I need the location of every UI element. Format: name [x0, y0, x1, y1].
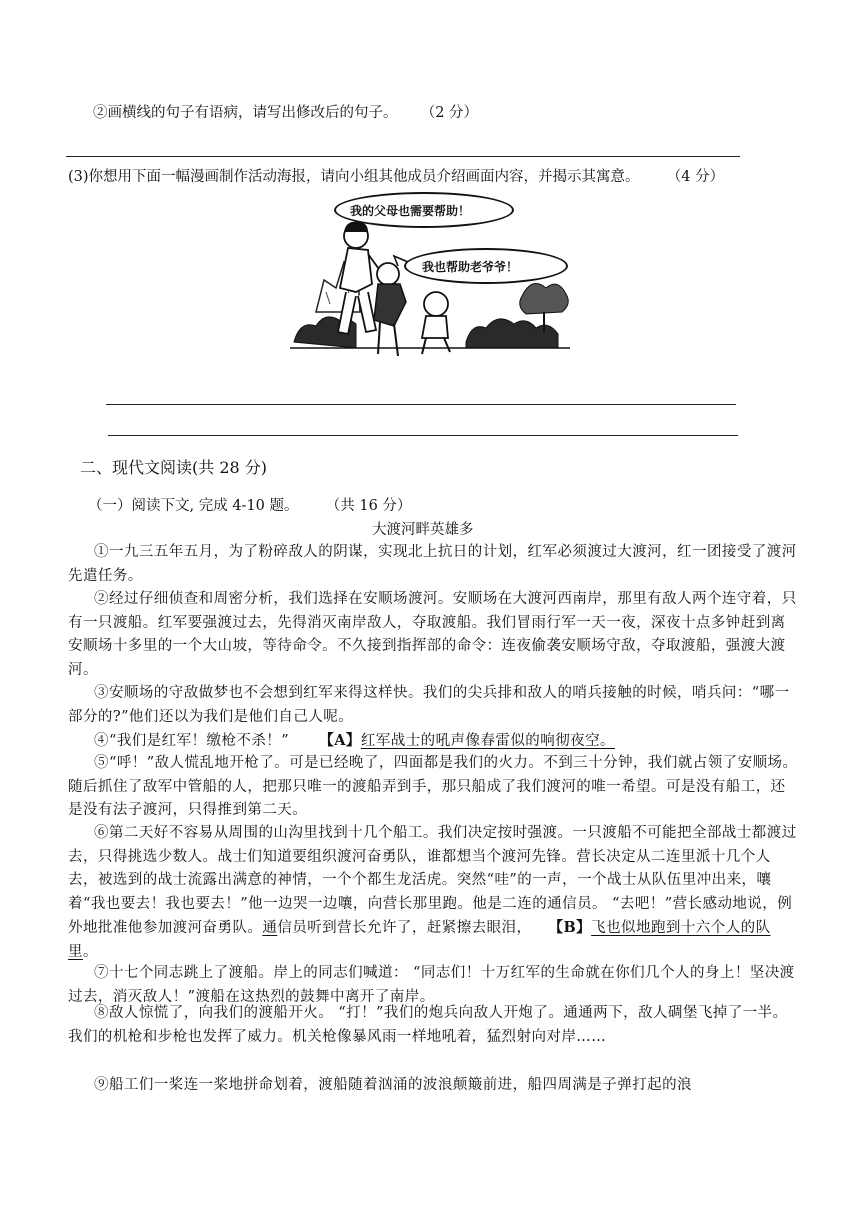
marker-a: 【A】 — [319, 732, 361, 749]
question-2-text: ②画横线的句子有语病，请写出修改后的句子。 — [93, 105, 398, 121]
speech-bubble-child-text: 我也帮助老爷爷！ — [422, 260, 519, 274]
paragraph-8-text: ⑧敌人惊慌了，向我们的渡船开火。 “打！”我们的炮兵向敌人开炮了。通通两下，敌人碉堡飞掉了一半。我们的机枪和步枪也发挥了威力。机关枪像暴风雨一样地吼着，猛烈射向对岸…… — [68, 1005, 788, 1045]
question-3-text: (3)你想用下面一幅漫画制作活动海报，请向小组其他成员介绍画面内容，并揭示其寓意。 — [68, 169, 640, 185]
paragraph-6-end: 。 — [82, 943, 98, 960]
paragraph-6-text: ⑥第二天好不容易从周围的山沟里找到十几个船工。我们决定按时强渡。一只渡船不可能把全部战士都渡过去，只得挑选少数人。战士们知道要组织渡河奋勇队，谁都想当个渡河先锋。营长决定从二连里派十几个人去，被选到的战士流露出满意的神情，一个个都生龙活虎。突然“哇”的一声，一个战士从队伍里冲出来，嚷着“我也要去！我也要去！”他一边哭一边嚷，向营长那里跑。他是二连的通信员。 “去吧！”营长感动地说，例外地批准他参加渡河奋勇队。 — [68, 825, 797, 936]
paragraph-5-text: ⑤“呼！”敌人慌乱地开枪了。可是已经晚了，四面都是我们的火力。不到三十分钟，我们就占领了安顺场。随后抓住了敌军中管船的人，把那只唯一的渡船弄到手，那只船成了我们渡河的唯一希望。可是没有船工，还是没有法子渡河，只得推到第二天。 — [68, 755, 798, 818]
paragraph-2-text: ②经过仔细侦查和周密分析，我们选择在安顺场渡河。安顺场在大渡河西南岸，那里有敌人两个连守着，只有一只渡船。红军要强渡过去，先得消灭南岸敌人，夺取渡船。我们冒雨行军一天一夜，深夜十点多钟赶到离安顺场十多里的一个大山坡，等待命令。不久接到指挥部的命令：连夜偷袭安顺场守敌，夺取渡船，强渡大渡河。 — [68, 591, 797, 678]
question-3-score: （4 分） — [666, 169, 725, 185]
cartoon — [286, 192, 578, 372]
paragraph-6-text-b: 信员听到营长允许了，赶紧擦去眼泪， — [277, 920, 532, 936]
paragraph-2 — [68, 588, 798, 682]
answer-line — [106, 404, 736, 405]
speech-bubble-father-text: 我的父母也需要帮助！ — [350, 204, 471, 218]
paragraph-5 — [68, 752, 798, 823]
paragraph-6 — [68, 822, 798, 964]
section-title: 二、现代文阅读(共 28 分) — [80, 458, 268, 477]
paragraph-4-quote: ④“我们是红军！缴枪不杀！” — [94, 733, 290, 749]
paragraph-4 — [68, 729, 798, 754]
sub-instruction-text: （一）阅读下文, 完成 4-10 题。 — [88, 498, 299, 514]
paragraph-9-text: ⑨船工们一桨连一桨地拼命划着，渡船随着汹涌的波浪颠簸前进，船四周满是子弹打起的浪 — [94, 1077, 692, 1093]
speech-bubble-child — [404, 248, 568, 284]
underlined-sentence-a: 红军战士的吼声像春雷似的响彻夜空。 — [360, 733, 616, 749]
answer-line — [66, 156, 740, 157]
question-2-score: （2 分） — [420, 105, 479, 121]
paragraph-1-text: ①一九三五年五月，为了粉碎敌人的阴谋，实现北上抗日的计划，红军必须渡过大渡河，红一团接受了渡河先遣任务。 — [68, 544, 797, 584]
paragraph-3-text: ③安顺场的守敌做梦也不会想到红军来得这样快。我们的尖兵排和敌人的哨兵接触的时候，哨兵问：“哪一部分的?”他们还以为我们是他们自己人呢。 — [68, 685, 790, 725]
paragraph-1 — [68, 541, 798, 588]
answer-line — [108, 435, 738, 436]
paragraph-8 — [68, 1002, 798, 1049]
paragraph-3 — [68, 682, 798, 729]
sub-instruction — [88, 494, 411, 515]
article-title: 大渡河畔英雄多 — [372, 522, 474, 538]
question-3 — [68, 165, 724, 186]
underlined-char: 通 — [262, 920, 278, 936]
paragraph-9 — [68, 1074, 798, 1098]
marker-b: 【B】 — [548, 919, 592, 936]
sub-instruction-score: （共 16 分） — [325, 498, 412, 514]
question-2 — [93, 101, 478, 122]
speech-bubble-father — [334, 192, 514, 228]
paragraph-7-text: ⑦十七个同志跳上了渡船。岸上的同志们喊道： “同志们！十万红军的生命就在你们几个人的身上！坚决渡过去，消灭敌人！”渡船在这热烈的鼓舞中离开了南岸。 — [68, 965, 795, 1005]
underlined-sentence-b: 飞也似地跑到十六个人的队里 — [68, 920, 771, 960]
